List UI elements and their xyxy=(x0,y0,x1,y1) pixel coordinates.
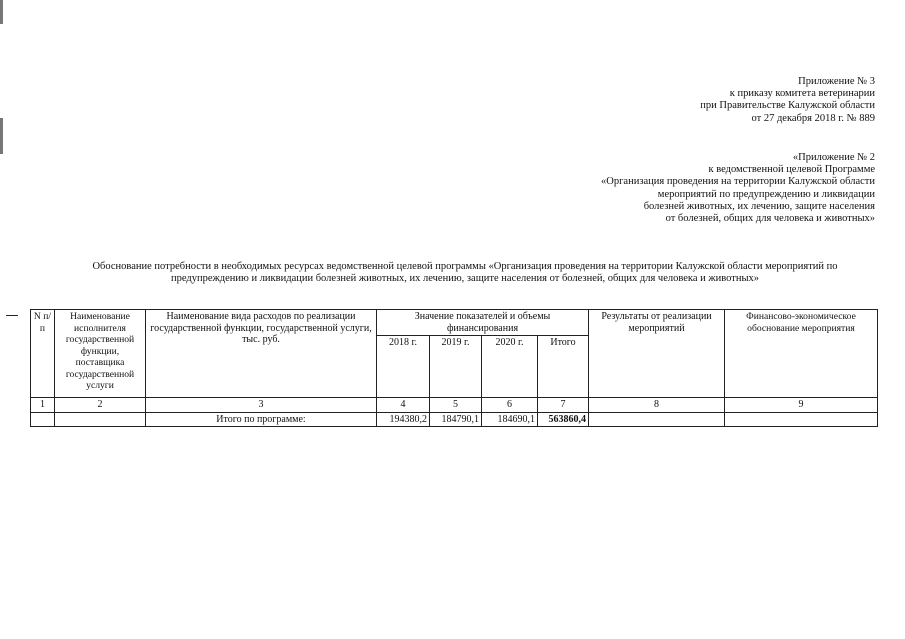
total-2019-value: 184790,1 xyxy=(430,412,482,427)
total-2020-value: 184690,1 xyxy=(482,412,538,427)
year-2019-header: 2019 г. xyxy=(430,336,482,398)
annex-2-line: «Приложение № 2 xyxy=(792,152,875,163)
document-title-line-1: Обоснование потребности в необходимых ресурсах ведомственной целевой программы «Организация проведения на территории Калужской области мероприятий по xyxy=(92,261,838,272)
annex-3-line: к приказу комитета ветеринарии xyxy=(729,88,875,100)
annex-3-line: при Правительстве Калужской области xyxy=(700,100,875,112)
header-indicators: Значение показателей и объемы финансирования xyxy=(377,310,589,336)
column-number: 7 xyxy=(538,398,589,413)
column-number: 4 xyxy=(377,398,430,413)
scan-edge-mark-middle xyxy=(0,118,3,154)
margin-dash xyxy=(6,315,18,316)
total-2018-value: 194380,2 xyxy=(377,412,430,427)
column-number: 6 xyxy=(482,398,538,413)
annex-3-line: от 27 декабря 2018 г. № 889 xyxy=(751,112,875,124)
total-row-label: Итого по программе: xyxy=(146,412,377,427)
year-2020-header: 2020 г. xyxy=(482,336,538,398)
grand-total-value: 563860,4 xyxy=(538,412,589,427)
annex-2-header xyxy=(601,152,875,225)
annex-2-line: «Организация проведения на территории Калужской области xyxy=(601,176,875,188)
total-row-empty-cell xyxy=(725,412,878,427)
annex-2-line: к ведомственной целевой Программе xyxy=(708,164,875,176)
scan-edge-mark-top xyxy=(0,0,3,24)
column-number: 1 xyxy=(31,398,55,413)
annex-2-line: мероприятий по предупреждению и ликвидации xyxy=(657,188,875,200)
annex-2-line: болезней животных, их лечению, защите населения xyxy=(643,200,875,212)
annex-2-line: от болезней, общих для человека и животных» xyxy=(665,213,875,225)
annex-3-line: Приложение № 3 xyxy=(798,76,875,87)
header-justification: Финансово-экономическое обоснование мероприятия xyxy=(725,310,878,398)
column-number: 3 xyxy=(146,398,377,413)
year-total-header: Итого xyxy=(538,336,589,398)
header-executor: Наименование исполнителя государственной функции, поставщика государственной услуги xyxy=(55,310,146,398)
document-title xyxy=(40,261,890,285)
header-results: Результаты от реализации мероприятий xyxy=(589,310,725,398)
column-number: 5 xyxy=(430,398,482,413)
column-number-row xyxy=(31,398,878,413)
total-row-empty-cell xyxy=(31,412,55,427)
year-2018-header: 2018 г. xyxy=(377,336,430,398)
resource-justification-table xyxy=(30,309,878,427)
column-number: 9 xyxy=(725,398,878,413)
header-expense: Наименование вида расходов по реализации государственной функции, государственной услуги, тыс. руб. xyxy=(146,310,377,398)
total-row xyxy=(31,412,878,427)
total-row-empty-cell xyxy=(55,412,146,427)
document-title-line-2: предупреждению и ликвидации болезней животных, их лечению, защите населения от болезней, общих для человека и животных» xyxy=(170,273,760,284)
header-row xyxy=(31,310,878,336)
column-number: 8 xyxy=(589,398,725,413)
annex-3-header xyxy=(700,76,875,125)
header-num: N п/ п xyxy=(31,310,55,398)
total-row-empty-cell xyxy=(589,412,725,427)
column-number: 2 xyxy=(55,398,146,413)
